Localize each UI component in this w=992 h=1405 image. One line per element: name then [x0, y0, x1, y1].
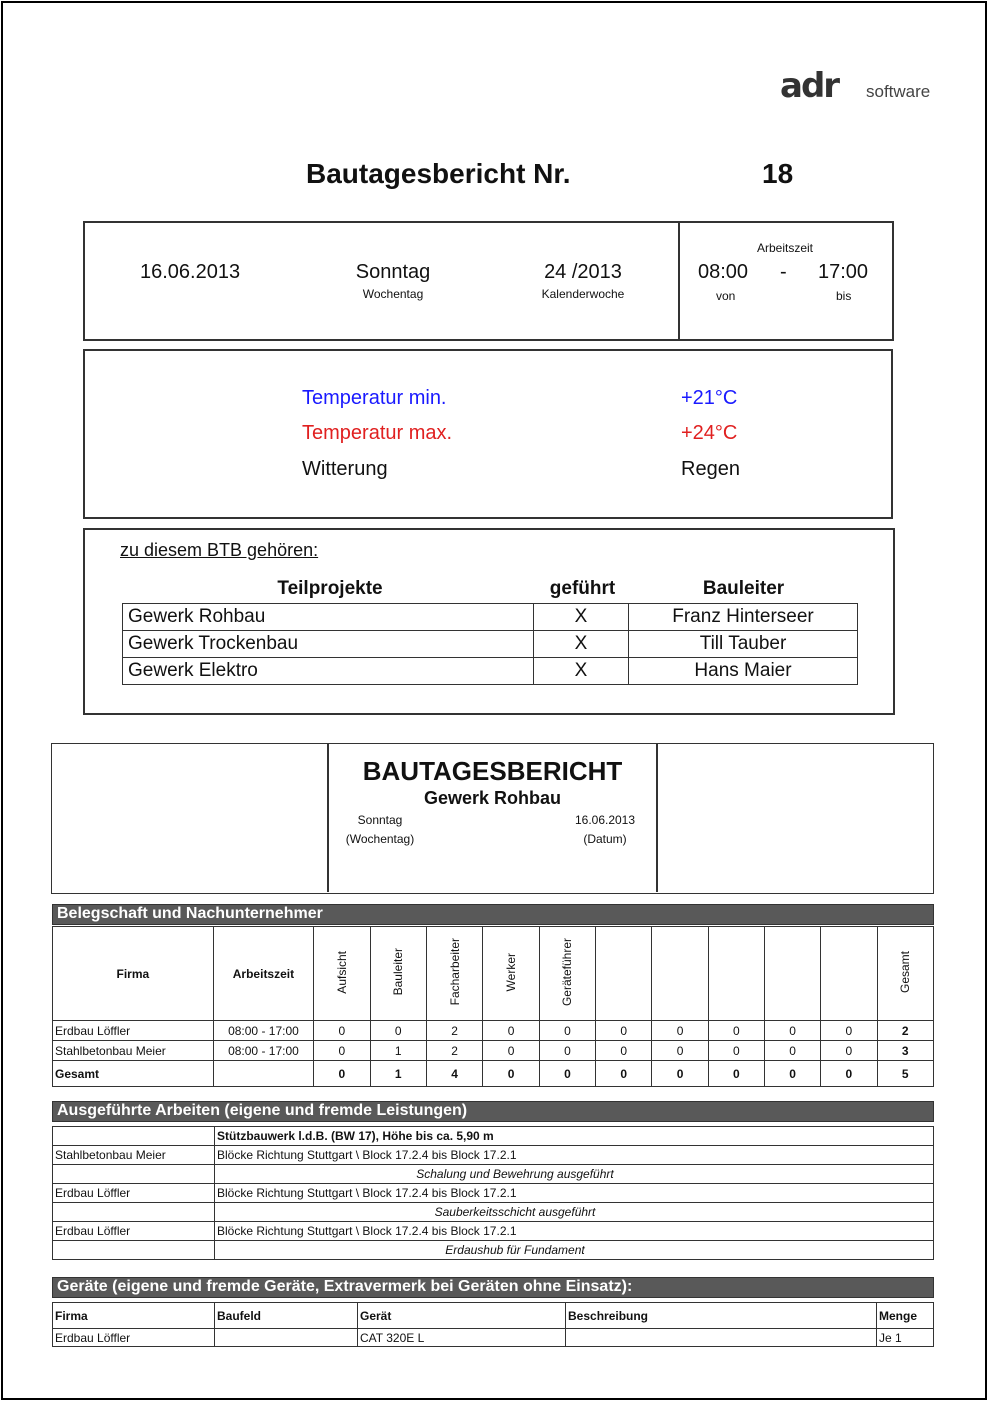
project-led: X — [534, 658, 629, 685]
staff-total-label: Gesamt — [53, 1061, 214, 1087]
works-band: Ausgeführte Arbeiten (eigene und fremde Leistungen) — [52, 1101, 934, 1122]
work-description: Blöcke Richtung Stuttgart \ Block 17.2.4 bis Block 17.2.1 — [215, 1146, 934, 1165]
staff-count: 0 — [764, 1021, 820, 1041]
report-number: 18 — [762, 158, 794, 189]
staff-count: 0 — [596, 1021, 652, 1041]
project-led: X — [534, 631, 629, 658]
staff-time: 08:00 - 17:00 — [213, 1021, 313, 1041]
staff-role-label: Gesamt — [898, 950, 913, 993]
work-firma: Erdbau Löffler — [53, 1184, 215, 1203]
table-row — [53, 1222, 934, 1241]
company-logo — [780, 66, 940, 106]
temp-max-value: +24°C — [681, 422, 738, 444]
work-firma: Stahlbetonbau Meier — [53, 1146, 215, 1165]
table-row — [53, 1184, 934, 1203]
weekday-value: Sonntag — [355, 261, 431, 283]
table-row — [53, 1021, 934, 1041]
work-firma — [53, 1241, 215, 1260]
work-firma — [53, 1127, 215, 1146]
col-firma: Firma — [53, 927, 214, 1021]
staff-role-header — [821, 927, 877, 1021]
table-row — [123, 658, 858, 685]
project-name: Gewerk Elektro — [123, 658, 534, 685]
header-box — [83, 221, 894, 341]
staff-total-count: 0 — [652, 1061, 708, 1087]
staff-total-row — [53, 1061, 934, 1087]
table-row — [123, 631, 858, 658]
daily-date-label: (Datum) — [583, 832, 627, 846]
col-gefuehrt: geführt — [549, 578, 616, 599]
equipment-firma: Erdbau Löffler — [53, 1329, 215, 1347]
staff-count: 0 — [539, 1021, 595, 1041]
work-firma: Erdbau Löffler — [53, 1222, 215, 1241]
staff-firma: Stahlbetonbau Meier — [53, 1041, 214, 1061]
daily-weekday-label: (Wochentag) — [345, 832, 415, 846]
staff-count: 2 — [426, 1021, 482, 1041]
staff-total-time — [213, 1061, 313, 1087]
work-description: Blöcke Richtung Stuttgart \ Block 17.2.4 bis Block 17.2.1 — [215, 1184, 934, 1203]
equipment-menge: Je 1 — [877, 1329, 934, 1347]
work-description: Schalung und Bewehrung ausgeführt — [215, 1165, 934, 1184]
col-bauleiter: Bauleiter — [702, 578, 785, 599]
staff-count: 0 — [821, 1041, 877, 1061]
work-description: Sauberkeitsschicht ausgeführt — [215, 1203, 934, 1222]
project-name: Gewerk Rohbau — [123, 604, 534, 631]
staff-count: 1 — [370, 1041, 426, 1061]
staff-role-label: Bauleiter — [391, 948, 406, 996]
calendar-week-label: Kalenderwoche — [541, 287, 625, 301]
staff-count: 0 — [708, 1021, 764, 1041]
staff-total-count: 1 — [370, 1061, 426, 1087]
staff-header-row — [53, 927, 934, 1021]
staff-role-header — [596, 927, 652, 1021]
subprojects-heading: zu diesem BTB gehören: — [120, 540, 319, 560]
col-menge: Menge — [877, 1303, 934, 1329]
staff-role-header — [708, 927, 764, 1021]
daily-date: 16.06.2013 — [574, 813, 636, 827]
staff-role-label: Aufsicht — [334, 950, 349, 994]
col-baufeld: Baufeld — [215, 1303, 358, 1329]
worktime-from-label: von — [716, 289, 736, 303]
daily-title: BAUTAGESBERICHT — [362, 756, 623, 786]
calendar-week — [518, 261, 648, 301]
work-description: Stützbauwerk l.d.B. (BW 17), Höhe bis ca. 5,90 m — [215, 1127, 934, 1146]
table-row — [53, 1165, 934, 1184]
equipment-table — [52, 1302, 934, 1347]
staff-count: 0 — [821, 1021, 877, 1041]
staff-role-label: Facharbeiter — [447, 938, 462, 1006]
staff-role-header — [652, 927, 708, 1021]
report-title: Bautagesbericht Nr. — [306, 158, 571, 189]
equipment-header-row — [53, 1303, 934, 1329]
staff-count: 2 — [877, 1021, 933, 1041]
work-firma — [53, 1203, 215, 1222]
work-description: Blöcke Richtung Stuttgart \ Block 17.2.4 bis Block 17.2.1 — [215, 1222, 934, 1241]
worktime-dash: - — [780, 261, 787, 283]
project-manager: Till Tauber — [629, 631, 858, 658]
col-teilprojekte: Teilprojekte — [277, 578, 383, 599]
table-row — [53, 1203, 934, 1222]
condition-value: Regen — [681, 458, 740, 480]
staff-role-header — [764, 927, 820, 1021]
staff-count: 0 — [370, 1021, 426, 1041]
project-led: X — [534, 604, 629, 631]
table-row — [123, 604, 858, 631]
calendar-week-value: 24 /2013 — [544, 261, 622, 283]
staff-count: 2 — [426, 1041, 482, 1061]
staff-time: 08:00 - 17:00 — [213, 1041, 313, 1061]
staff-table — [52, 926, 934, 1087]
temp-min-label: Temperatur min. — [302, 387, 447, 409]
col-firma: Firma — [53, 1303, 215, 1329]
staff-count: 3 — [877, 1041, 933, 1061]
equipment-beschreibung — [566, 1329, 877, 1347]
work-firma — [53, 1165, 215, 1184]
staff-total-count: 0 — [764, 1061, 820, 1087]
daily-divider-right — [656, 744, 658, 892]
date-value: 16.06.2013 — [140, 261, 241, 283]
temp-min-value: +21°C — [681, 387, 738, 409]
equipment-band: Geräte (eigene und fremde Geräte, Extravermerk bei Geräten ohne Einsatz): — [52, 1277, 934, 1298]
work-description: Erdaushub für Fundament — [215, 1241, 934, 1260]
worktime-to-label: bis — [836, 289, 852, 303]
staff-role-label: Geräteführer — [560, 937, 575, 1007]
subprojects-box — [83, 528, 895, 715]
works-table — [52, 1126, 934, 1260]
staff-count: 0 — [539, 1041, 595, 1061]
staff-count: 0 — [314, 1021, 370, 1041]
staff-role-header — [426, 927, 482, 1021]
table-row — [53, 1127, 934, 1146]
table-row — [53, 1041, 934, 1061]
staff-role-header — [314, 927, 370, 1021]
daily-subtitle: Gewerk Rohbau — [423, 788, 562, 808]
project-manager: Franz Hinterseer — [629, 604, 858, 631]
header-divider — [678, 223, 680, 339]
daily-weekday: Sonntag — [357, 813, 403, 827]
project-manager: Hans Maier — [629, 658, 858, 685]
staff-band: Belegschaft und Nachunternehmer — [52, 904, 934, 925]
col-arbeitszeit: Arbeitszeit — [213, 927, 313, 1021]
subprojects-table — [122, 603, 858, 685]
weather-box — [83, 349, 893, 519]
staff-total-count: 0 — [821, 1061, 877, 1087]
logo-text: software — [866, 82, 931, 101]
staff-count: 0 — [708, 1041, 764, 1061]
staff-count: 0 — [596, 1041, 652, 1061]
staff-total-count: 0 — [708, 1061, 764, 1087]
staff-total-count: 4 — [426, 1061, 482, 1087]
table-row — [53, 1329, 934, 1347]
project-name: Gewerk Trockenbau — [123, 631, 534, 658]
staff-count: 0 — [483, 1041, 539, 1061]
worktime-from: 08:00 — [698, 261, 749, 283]
worktime-label: Arbeitszeit — [756, 241, 814, 255]
staff-total-count: 0 — [483, 1061, 539, 1087]
staff-role-header — [877, 927, 933, 1021]
staff-count: 0 — [652, 1041, 708, 1061]
staff-count: 0 — [764, 1041, 820, 1061]
staff-count: 0 — [483, 1021, 539, 1041]
staff-total-count: 0 — [314, 1061, 370, 1087]
col-beschreibung: Beschreibung — [566, 1303, 877, 1329]
worktime-to: 17:00 — [818, 261, 869, 283]
staff-count: 0 — [652, 1021, 708, 1041]
weekday-label: Wochentag — [362, 287, 424, 301]
daily-report-box — [51, 743, 934, 894]
staff-total-count: 5 — [877, 1061, 933, 1087]
staff-role-header — [539, 927, 595, 1021]
temp-max-label: Temperatur max. — [302, 422, 453, 444]
col-geraet: Gerät — [358, 1303, 566, 1329]
staff-total-count: 0 — [539, 1061, 595, 1087]
table-row — [53, 1146, 934, 1165]
staff-role-label: Werker — [504, 952, 519, 992]
staff-firma: Erdbau Löffler — [53, 1021, 214, 1041]
staff-role-header — [370, 927, 426, 1021]
condition-label: Witterung — [302, 458, 388, 480]
table-row — [53, 1241, 934, 1260]
logo-mark: adr — [780, 66, 839, 106]
staff-count: 0 — [314, 1041, 370, 1061]
equipment-geraet: CAT 320E L — [358, 1329, 566, 1347]
weekday — [333, 261, 453, 301]
equipment-baufeld — [215, 1329, 358, 1347]
staff-total-count: 0 — [596, 1061, 652, 1087]
staff-role-header — [483, 927, 539, 1021]
